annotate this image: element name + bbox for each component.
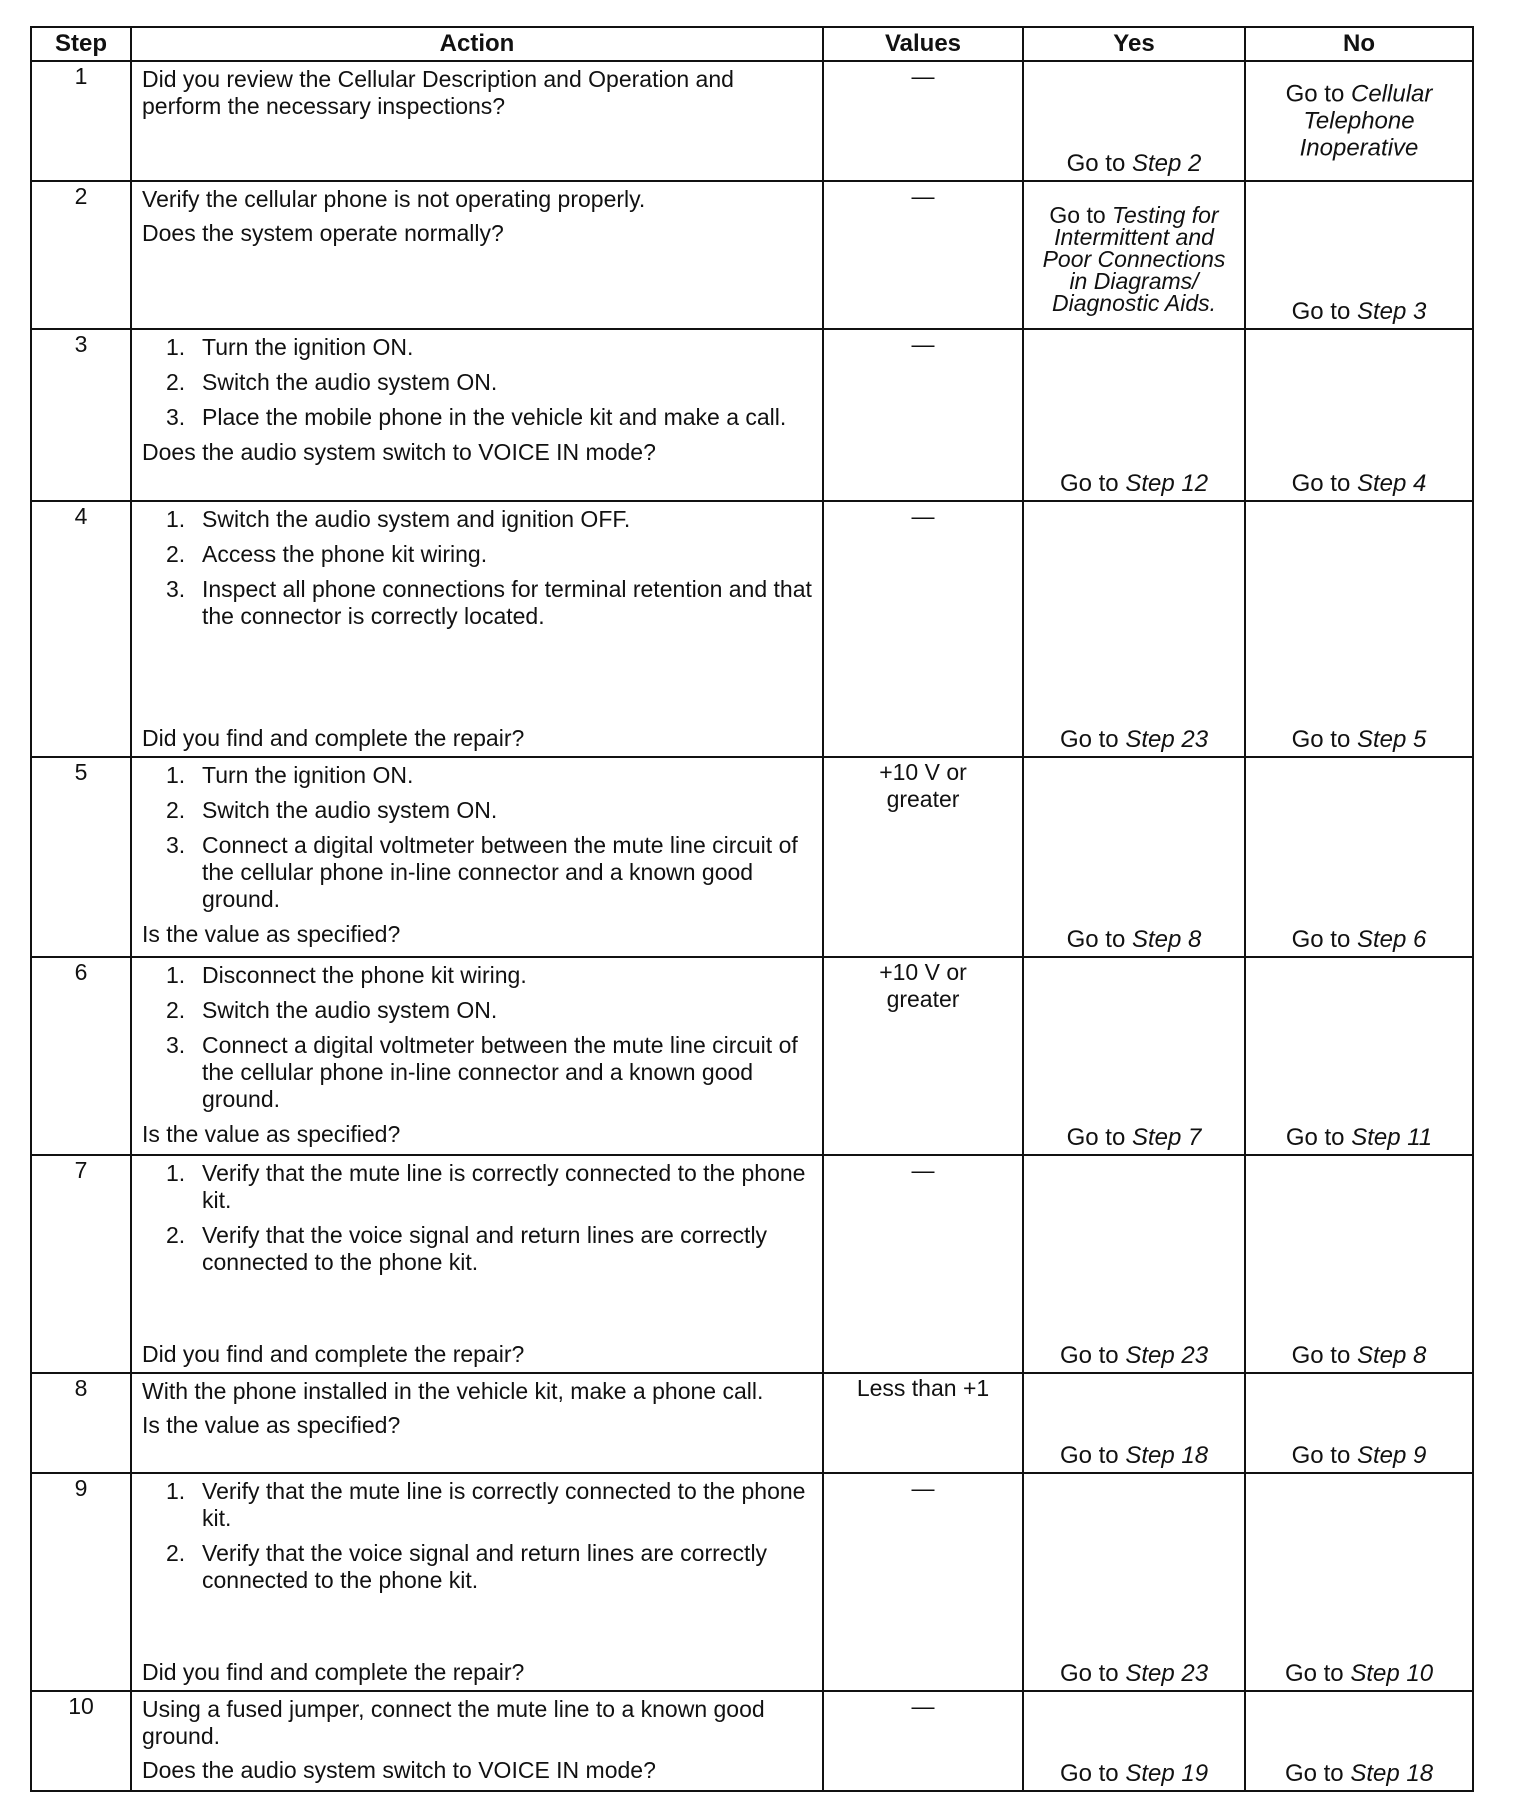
yes-target-link[interactable]: Step 7 — [1131, 1124, 1202, 1151]
list-item: 3. Place the mobile phone in the vehicle kit and make a call. — [166, 404, 787, 430]
action-cell — [131, 501, 823, 757]
action-question: Does the audio system switch to VOICE IN mode? — [142, 439, 656, 465]
action-steps — [142, 1160, 812, 1276]
list-item: 2. Switch the audio system ON. — [166, 369, 498, 395]
no-target-link[interactable]: Step 9 — [1356, 1442, 1427, 1469]
no-goto: Go to Step 9 — [1291, 1442, 1427, 1469]
list-item: 1. Turn the ignition ON. — [166, 762, 414, 788]
no-target-link[interactable]: Step 8 — [1356, 1342, 1427, 1369]
action-cell — [131, 1473, 823, 1691]
table-row-step-6 — [31, 957, 1473, 1155]
step-number: 1 — [31, 61, 131, 181]
list-item: 2. Switch the audio system ON. — [166, 997, 498, 1023]
action-question: Is the value as specified? — [142, 921, 401, 947]
yes-target-link[interactable]: Step 2 — [1131, 150, 1202, 177]
values-cell: +10 V or greater — [823, 957, 1023, 1155]
action-cell — [131, 1373, 823, 1473]
yes-goto: Go to Step 2 — [1066, 150, 1202, 177]
table-row-step-2 — [31, 181, 1473, 329]
action-steps — [142, 762, 812, 913]
diagnostic-table-sheet — [30, 26, 1474, 1792]
no-cell — [1245, 501, 1473, 757]
list-item: 1. Turn the ignition ON. — [166, 334, 414, 360]
yes-target-link[interactable]: Step 23 — [1125, 726, 1209, 753]
header-values: Values — [823, 27, 1023, 61]
no-target-link[interactable]: Step 18 — [1350, 1760, 1434, 1787]
no-target-link[interactable]: Step 10 — [1350, 1660, 1434, 1687]
yes-cell — [1023, 1691, 1245, 1791]
step-number: 4 — [31, 501, 131, 757]
no-goto: Go to Step 11 — [1285, 1124, 1433, 1151]
values-cell: — — [823, 1473, 1023, 1691]
header-row — [31, 27, 1473, 61]
no-goto: Go to Step 3 — [1291, 298, 1427, 325]
yes-goto: Go to Step 23 — [1059, 726, 1209, 753]
no-goto: Go to Step 8 — [1291, 1342, 1427, 1369]
no-cell — [1245, 1473, 1473, 1691]
values-cell: — — [823, 181, 1023, 329]
yes-cell — [1023, 1373, 1245, 1473]
yes-cell — [1023, 61, 1245, 181]
yes-target-link[interactable]: Step 23 — [1125, 1342, 1209, 1369]
yes-target-link[interactable]: Step 12 — [1125, 470, 1209, 497]
list-item: 1. Disconnect the phone kit wiring. — [166, 962, 527, 988]
no-target-link[interactable]: Step 11 — [1351, 1124, 1433, 1151]
yes-cell — [1023, 329, 1245, 501]
yes-target-link[interactable]: Testing for — [1112, 202, 1219, 228]
no-goto: Go to Step 6 — [1291, 926, 1427, 953]
action-question: Did you find and complete the repair? — [142, 1341, 525, 1367]
diagnostic-table — [30, 26, 1474, 1792]
list-item: 2. Verify that the voice signal and return lines are correctly connected to the phone kit. — [166, 1222, 768, 1275]
step-number: 7 — [31, 1155, 131, 1373]
no-cell — [1245, 757, 1473, 957]
step-number: 5 — [31, 757, 131, 957]
header-action: Action — [131, 27, 823, 61]
yes-cell — [1023, 957, 1245, 1155]
action-cell — [131, 757, 823, 957]
no-cell — [1245, 61, 1473, 181]
no-cell — [1245, 1373, 1473, 1473]
yes-target-link[interactable]: Step 23 — [1125, 1660, 1209, 1687]
table-row-step-7 — [31, 1155, 1473, 1373]
list-item: 1. Switch the audio system and ignition OFF. — [166, 506, 631, 532]
step-number: 2 — [31, 181, 131, 329]
action-question: Did you find and complete the repair? — [142, 725, 525, 751]
action-cell — [131, 957, 823, 1155]
yes-goto: Go to Step 7 — [1066, 1124, 1202, 1151]
action-cell — [131, 181, 823, 329]
values-cell: — — [823, 1155, 1023, 1373]
no-cell — [1245, 957, 1473, 1155]
table-row-step-4 — [31, 501, 1473, 757]
step-number: 3 — [31, 329, 131, 501]
yes-cell — [1023, 501, 1245, 757]
action-question: Did you find and complete the repair? — [142, 1659, 525, 1685]
no-goto: Go to Cellular Telephone Inoperative — [1285, 80, 1433, 162]
header-no: No — [1245, 27, 1473, 61]
yes-cell — [1023, 1155, 1245, 1373]
yes-goto: Go to Step 18 — [1059, 1442, 1209, 1469]
no-target-link[interactable]: Step 6 — [1356, 926, 1427, 953]
list-item: 2. Verify that the voice signal and return lines are correctly connected to the phone kit. — [166, 1540, 768, 1593]
step-number: 10 — [31, 1691, 131, 1791]
action-question: Is the value as specified? — [142, 1121, 401, 1147]
action-text: Verify the cellular phone is not operating properly. — [142, 186, 646, 212]
values-cell: Less than +1 — [823, 1373, 1023, 1473]
list-item: 1. Verify that the mute line is correctly connected to the phone kit. — [166, 1478, 806, 1531]
no-goto: Go to Step 4 — [1291, 470, 1427, 497]
table-row-step-8 — [31, 1373, 1473, 1473]
yes-goto: Go to Testing for Intermittent and Poor Connections in Diagrams/ Diagnostic Aids. — [1042, 202, 1226, 316]
list-item: 2. Switch the audio system ON. — [166, 797, 498, 823]
header-step: Step — [31, 27, 131, 61]
action-cell — [131, 329, 823, 501]
step-number: 9 — [31, 1473, 131, 1691]
values-cell: — — [823, 501, 1023, 757]
yes-target-link[interactable]: Step 19 — [1125, 1760, 1209, 1787]
yes-target-link[interactable]: Step 8 — [1131, 926, 1202, 953]
yes-goto: Go to Step 23 — [1059, 1342, 1209, 1369]
yes-goto: Go to Step 23 — [1059, 1660, 1209, 1687]
no-target-link[interactable]: Step 5 — [1356, 726, 1427, 753]
action-question: Does the audio system switch to VOICE IN mode? — [142, 1757, 656, 1783]
no-goto: Go to Step 10 — [1284, 1660, 1434, 1687]
yes-cell — [1023, 1473, 1245, 1691]
action-text: Using a fused jumper, connect the mute line to a known good ground. — [142, 1696, 765, 1749]
values-cell: +10 V or greater — [823, 757, 1023, 957]
table-row-step-9 — [31, 1473, 1473, 1691]
yes-goto: Go to Step 19 — [1059, 1760, 1209, 1787]
yes-goto: Go to Step 12 — [1059, 470, 1209, 497]
action-question: Does the system operate normally? — [142, 220, 504, 246]
no-cell — [1245, 329, 1473, 501]
values-cell: — — [823, 329, 1023, 501]
table-row-step-10 — [31, 1691, 1473, 1791]
step-number: 8 — [31, 1373, 131, 1473]
list-item: 3. Connect a digital voltmeter between the mute line circuit of the cellular phone in-line connector and a known good ground. — [166, 1032, 798, 1112]
action-cell — [131, 1691, 823, 1791]
action-steps — [142, 334, 812, 431]
yes-goto: Go to Step 8 — [1066, 926, 1202, 953]
step-number: 6 — [31, 957, 131, 1155]
action-steps — [142, 1478, 812, 1594]
action-steps — [142, 962, 812, 1113]
yes-cell — [1023, 757, 1245, 957]
list-item: 1. Verify that the mute line is correctly connected to the phone kit. — [166, 1160, 806, 1213]
action-cell — [131, 61, 823, 181]
yes-target-link[interactable]: Step 18 — [1125, 1442, 1209, 1469]
action-text: Did you review the Cellular Description and Operation and perform the necessary inspections? — [142, 66, 734, 119]
table-row-step-5 — [31, 757, 1473, 957]
action-question: Is the value as specified? — [142, 1412, 401, 1438]
action-steps — [142, 506, 812, 630]
header-yes: Yes — [1023, 27, 1245, 61]
action-cell — [131, 1155, 823, 1373]
list-item: 3. Connect a digital voltmeter between the mute line circuit of the cellular phone in-line connector and a known good ground. — [166, 832, 798, 912]
table-row-step-3 — [31, 329, 1473, 501]
no-cell — [1245, 1155, 1473, 1373]
list-item: 2. Access the phone kit wiring. — [166, 541, 488, 567]
yes-cell — [1023, 181, 1245, 329]
list-item: 3. Inspect all phone connections for terminal retention and that the connector is correctly located. — [166, 576, 812, 629]
no-goto: Go to Step 5 — [1291, 726, 1427, 753]
table-row-step-1 — [31, 61, 1473, 181]
no-cell — [1245, 181, 1473, 329]
no-goto: Go to Step 18 — [1284, 1760, 1434, 1787]
no-cell — [1245, 1691, 1473, 1791]
no-target-link[interactable]: Step 4 — [1356, 470, 1427, 497]
no-target-link[interactable]: Cellular — [1351, 80, 1433, 108]
action-text: With the phone installed in the vehicle kit, make a phone call. — [142, 1378, 764, 1404]
values-cell: — — [823, 61, 1023, 181]
values-cell: — — [823, 1691, 1023, 1791]
no-target-link[interactable]: Step 3 — [1356, 298, 1427, 325]
